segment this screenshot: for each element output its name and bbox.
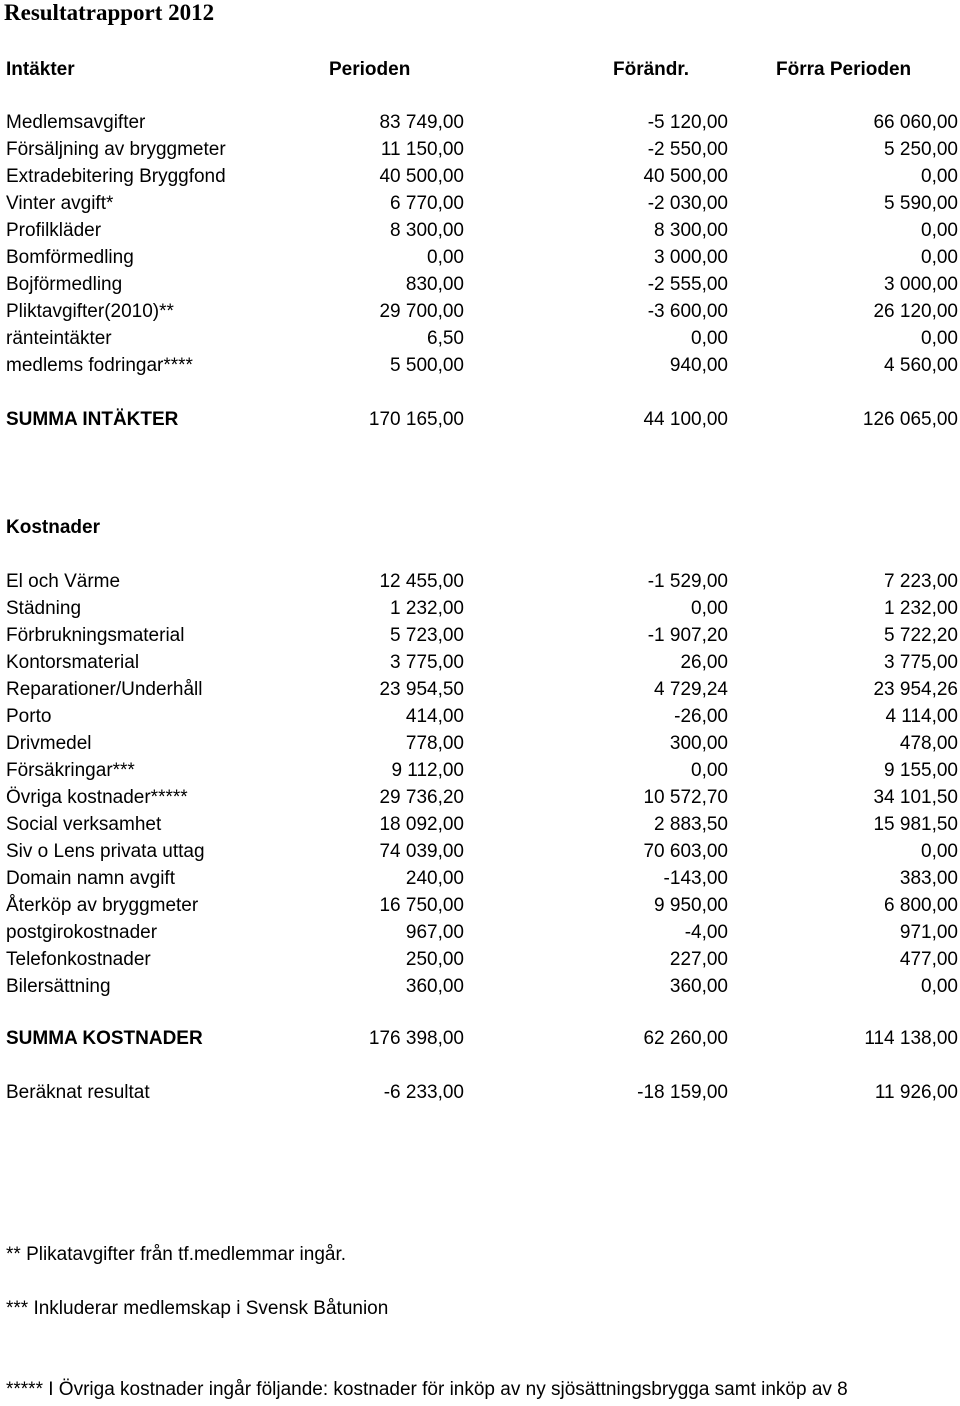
cost-prev: 3 775,00 (884, 652, 958, 673)
income-total-period: 170 165,00 (368, 409, 464, 430)
income-change: -2 555,00 (647, 274, 728, 295)
header-income-label: Intäkter (6, 59, 75, 80)
cost-row (0, 595, 960, 622)
cost-prev: 0,00 (921, 976, 958, 997)
result-prev: 11 926,00 (874, 1082, 958, 1103)
cost-period: 9 112,00 (391, 760, 464, 781)
cost-change: -26,00 (674, 706, 728, 727)
income-label: Pliktavgifter(2010)** (6, 301, 174, 322)
income-total-row (0, 406, 960, 433)
income-change: -5 120,00 (647, 112, 728, 133)
income-label: Bomförmedling (6, 247, 134, 268)
income-label: Vinter avgift* (6, 193, 114, 214)
footnote-2: *** Inkluderar medlemskap i Svensk Båtunion (6, 1298, 389, 1319)
income-label: medlems fodringar**** (6, 355, 193, 376)
income-row (0, 244, 960, 271)
cost-prev: 4 114,00 (885, 706, 958, 727)
cost-period: 240,00 (405, 868, 464, 889)
income-label: Bojförmedling (6, 274, 123, 295)
cost-period: 1 232,00 (390, 598, 464, 619)
cost-period: 5 723,00 (390, 625, 464, 646)
costs-heading-row (0, 514, 960, 541)
cost-change: 4 729,24 (654, 679, 728, 700)
income-period: 830,00 (405, 274, 464, 295)
result-label: Beräknat resultat (6, 1082, 150, 1103)
income-label: Profilkläder (6, 220, 102, 241)
cost-prev: 478,00 (899, 733, 958, 754)
cost-row (0, 703, 960, 730)
cost-prev: 5 722,20 (884, 625, 958, 646)
result-change: -18 159,00 (637, 1082, 728, 1103)
cost-label: Domain namn avgift (6, 868, 175, 889)
income-row (0, 298, 960, 325)
cost-label: Övriga kostnader***** (6, 787, 188, 808)
income-change: -2 030,00 (647, 193, 728, 214)
income-prev: 0,00 (921, 328, 958, 349)
income-period: 0,00 (427, 247, 464, 268)
cost-period: 29 736,20 (379, 787, 464, 808)
cost-label: Försäkringar*** (6, 760, 135, 781)
cost-row (0, 973, 960, 1000)
cost-change: 9 950,00 (654, 895, 728, 916)
cost-prev: 6 800,00 (884, 895, 958, 916)
income-change: 40 500,00 (643, 166, 728, 187)
cost-prev: 1 232,00 (884, 598, 958, 619)
cost-label: Drivmedel (6, 733, 92, 754)
cost-label: Porto (6, 706, 52, 727)
header-previous-period: Förra Perioden (776, 59, 912, 80)
cost-prev: 34 101,50 (873, 787, 958, 808)
cost-change: 26,00 (680, 652, 728, 673)
cost-period: 16 750,00 (379, 895, 464, 916)
result-row (0, 1079, 960, 1106)
income-prev: 0,00 (921, 247, 958, 268)
cost-prev: 971,00 (899, 922, 958, 943)
footnote-1: ** Plikatavgifter från tf.medlemmar ingår. (6, 1244, 347, 1265)
income-period: 6,50 (427, 328, 464, 349)
income-change: -2 550,00 (647, 139, 728, 160)
cost-prev: 7 223,00 (884, 571, 958, 592)
cost-label: El och Värme (6, 571, 121, 592)
income-change: 940,00 (669, 355, 728, 376)
income-row (0, 352, 960, 379)
income-total-label: SUMMA INTÄKTER (6, 409, 179, 430)
cost-period: 18 092,00 (379, 814, 464, 835)
cost-change: 0,00 (691, 598, 728, 619)
cost-prev: 15 981,50 (873, 814, 958, 835)
cost-label: Social verksamhet (6, 814, 162, 835)
income-total-change: 44 100,00 (643, 409, 728, 430)
cost-row (0, 649, 960, 676)
cost-prev: 0,00 (921, 841, 958, 862)
income-change: -3 600,00 (647, 301, 728, 322)
income-period: 83 749,00 (379, 112, 464, 133)
cost-label: Telefonkostnader (6, 949, 151, 970)
cost-prev: 477,00 (899, 949, 958, 970)
cost-row (0, 919, 960, 946)
cost-change: 70 603,00 (643, 841, 728, 862)
income-prev: 0,00 (921, 166, 958, 187)
income-label: Medlemsavgifter (6, 112, 146, 133)
income-period: 5 500,00 (390, 355, 464, 376)
income-row (0, 271, 960, 298)
cost-label: Städning (6, 598, 82, 619)
cost-label: Kontorsmaterial (6, 652, 140, 673)
cost-row (0, 838, 960, 865)
cost-prev: 23 954,26 (873, 679, 958, 700)
income-change: 0,00 (691, 328, 728, 349)
cost-change: -143,00 (663, 868, 728, 889)
income-total-prev: 126 065,00 (862, 409, 958, 430)
cost-row (0, 865, 960, 892)
cost-label: Förbrukningsmaterial (6, 625, 185, 646)
income-prev: 26 120,00 (873, 301, 958, 322)
cost-prev: 9 155,00 (884, 760, 958, 781)
cost-period: 74 039,00 (379, 841, 464, 862)
cost-period: 3 775,00 (390, 652, 464, 673)
cost-change: -4,00 (684, 922, 728, 943)
cost-label: Siv o Lens privata uttag (6, 841, 205, 862)
income-period: 29 700,00 (379, 301, 464, 322)
income-change: 3 000,00 (654, 247, 728, 268)
cost-change: 360,00 (669, 976, 728, 997)
cost-period: 23 954,50 (379, 679, 464, 700)
cost-period: 778,00 (405, 733, 464, 754)
cost-change: 0,00 (691, 760, 728, 781)
income-row (0, 163, 960, 190)
cost-row (0, 676, 960, 703)
costs-heading: Kostnader (6, 517, 100, 538)
cost-total-period: 176 398,00 (368, 1028, 464, 1049)
income-period: 11 150,00 (380, 139, 464, 160)
income-prev: 4 560,00 (884, 355, 958, 376)
income-label: ränteintäkter (6, 328, 112, 349)
cost-prev: 383,00 (899, 868, 958, 889)
cost-change: 2 883,50 (654, 814, 728, 835)
cost-row (0, 568, 960, 595)
cost-period: 414,00 (405, 706, 464, 727)
cost-period: 250,00 (405, 949, 464, 970)
income-prev: 5 250,00 (884, 139, 958, 160)
cost-total-label: SUMMA KOSTNADER (6, 1028, 203, 1049)
cost-change: -1 529,00 (647, 571, 728, 592)
cost-change: -1 907,20 (647, 625, 728, 646)
cost-change: 10 572,70 (643, 787, 728, 808)
cost-row (0, 892, 960, 919)
income-row (0, 325, 960, 352)
cost-total-row (0, 1025, 960, 1052)
cost-row (0, 730, 960, 757)
cost-period: 12 455,00 (379, 571, 464, 592)
income-prev: 0,00 (921, 220, 958, 241)
income-label: Extradebitering Bryggfond (6, 166, 226, 187)
cost-total-change: 62 260,00 (643, 1028, 728, 1049)
cost-row (0, 784, 960, 811)
result-period: -6 233,00 (383, 1082, 464, 1103)
income-period: 8 300,00 (390, 220, 464, 241)
cost-row (0, 946, 960, 973)
footnote-3: ***** I Övriga kostnader ingår följande: kostnader för inköp av ny sjösättningsbrygga samt inköp av 8 (6, 1379, 848, 1400)
income-row (0, 217, 960, 244)
cost-row (0, 811, 960, 838)
income-row (0, 136, 960, 163)
income-change: 8 300,00 (654, 220, 728, 241)
cost-period: 360,00 (405, 976, 464, 997)
cost-row (0, 622, 960, 649)
cost-label: postgirokostnader (6, 922, 158, 943)
header-period: Perioden (329, 59, 411, 80)
income-row (0, 190, 960, 217)
cost-total-prev: 114 138,00 (864, 1028, 958, 1049)
income-row (0, 109, 960, 136)
cost-period: 967,00 (405, 922, 464, 943)
cost-label: Bilersättning (6, 976, 111, 997)
cost-label: Reparationer/Underhåll (6, 679, 203, 700)
income-label: Försäljning av bryggmeter (6, 139, 226, 160)
report-title: Resultatrapport 2012 (4, 0, 215, 25)
income-period: 6 770,00 (390, 193, 464, 214)
cost-change: 300,00 (669, 733, 728, 754)
cost-label: Återköp av bryggmeter (6, 895, 199, 916)
income-prev: 66 060,00 (873, 112, 958, 133)
income-prev: 5 590,00 (884, 193, 958, 214)
column-header-row (0, 56, 960, 83)
income-prev: 3 000,00 (884, 274, 958, 295)
income-period: 40 500,00 (379, 166, 464, 187)
cost-change: 227,00 (669, 949, 728, 970)
header-change: Förändr. (613, 59, 690, 80)
cost-row (0, 757, 960, 784)
